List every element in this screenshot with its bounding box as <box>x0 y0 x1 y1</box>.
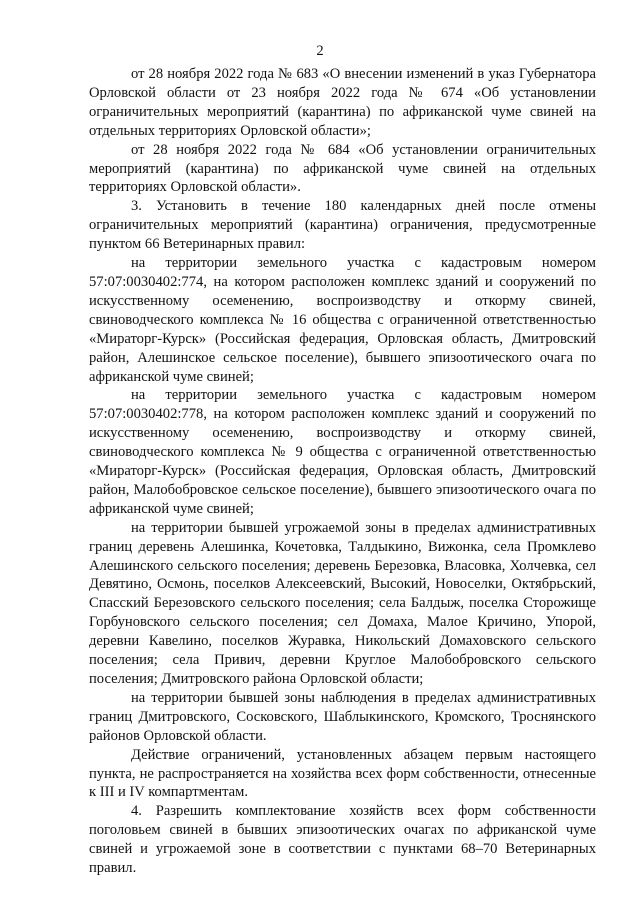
page-number: 2 <box>316 43 324 59</box>
paragraph-item-4: 4. Разрешить комплектование хозяйств всех форм собственности поголовьем свиней в бывших эпизоотических очагах по африканской чуме свиней и угрожаемой зоне в соответствии с пунктами 68–70 Ветеринарных правил. <box>89 803 596 877</box>
paragraph-plot-778: на территории земельного участка с кадастровым номером 57:07:0030402:778, на котором расположен комплекс зданий и сооружений по искусственному осеменению, воспроизводству и откорму свиней, свиноводческого комплекса № 9 общества с ограниченной ответственностью «Мираторг-Курск» (Российская федерация, Орловская область, Дмитровский район, Малобобровское сельское поселение), бывшего эпизоотического очага по африканской чуме свиней; <box>89 387 596 517</box>
paragraph-decree-683: от 28 ноября 2022 года № 683 «О внесении изменений в указ Губернатора Орловской области от 23 ноября 2022 года № 674 «Об установлении ограничительных мероприятий (карантина) по африканской чуме свиней на отдельных территориях Орловской области»; <box>89 66 596 139</box>
paragraph-observation-zone: на территории бывшей зоны наблюдения в пределах административных границ Дмитровского, Сосковского, Шаблыкинского, Кромского, Троснянского районов Орловской области. <box>89 689 596 744</box>
paragraph-plot-774: на территории земельного участка с кадастровым номером 57:07:0030402:774, на котором расположен комплекс зданий и сооружений по искусственному осеменению, воспроизводству и откорму свиней, свиноводческого комплекса № 16 общества с ограниченной ответственностью «Мираторг-Курск» (Российская федерация, Орловская область, Дмитровский район, Алешинское сельское поселение), бывшего эпизоотического очага по африканской чуме свиней; <box>89 255 596 385</box>
document-body <box>89 65 596 878</box>
paragraph-threatened-zone: на территории бывшей угрожаемой зоны в пределах административных границ деревень Алешинка, Кочетовка, Талдыкино, Вижонка, села Промклево Алешинского сельского поселения; деревень Березовка, Власовка, Холчевка, сел Девятино, Осмонь, поселков Алексеевский, Высокий, Новоселки, Октябрьский, Спасский Березовского сельского поселения; села Балдыж, поселка Сторожище Горбуновского сельского поселения; сел Домаха, Малое Кричино, Упорой, деревни Кавелино, поселков Журавка, Никольский Домаховского сельского поселения; села Привич, деревни Круглое Малобобровского сельского поселения; Дмитровского района Орловской области; <box>89 519 596 687</box>
paragraph-item-3: 3. Установить в течение 180 календарных дней после отмены ограничительных мероприятий (карантина) ограничения, предусмотренные пунктом 66 Ветеринарных правил: <box>89 198 596 253</box>
paragraph-decree-684: от 28 ноября 2022 года № 684 «Об установлении ограничительных мероприятий (карантина) по африканской чуме свиней на отдельных территориях Орловской области». <box>89 141 596 196</box>
paragraph-exemption: Действие ограничений, установленных абзацем первым настоящего пункта, не распространяется на хозяйства всех форм собственности, отнесенные к III и IV компартментам. <box>89 746 596 801</box>
